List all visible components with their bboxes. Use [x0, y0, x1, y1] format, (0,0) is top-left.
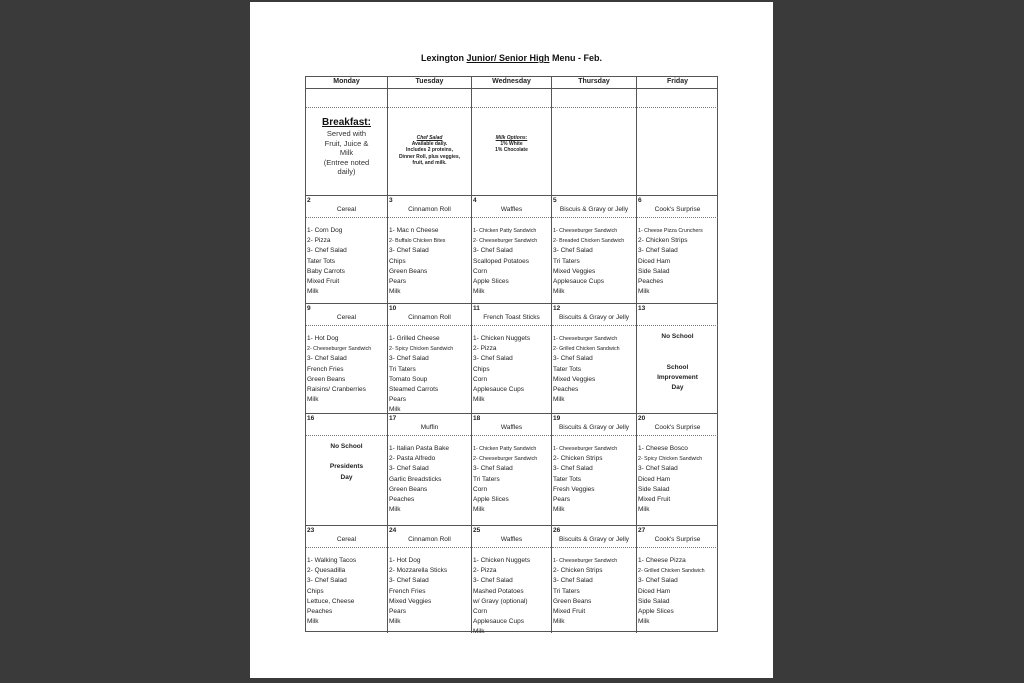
menu-item: 3- Chef Salad: [307, 247, 347, 255]
menu-item: 2- Buffalo Chicken Bites: [389, 238, 446, 245]
menu-item: 1- Chicken Nuggets: [473, 557, 531, 564]
no-school-line: [306, 452, 387, 462]
menu-item: 1- Cheese Pizza: [638, 557, 686, 564]
day-cell: [388, 526, 472, 633]
no-school-line: No School: [661, 333, 694, 340]
milk-options-line: 1% White: [500, 141, 523, 148]
title-school: Junior/ Senior High: [466, 53, 550, 63]
menu-item: Pears: [553, 496, 570, 504]
breakfast-line: Milk: [339, 148, 354, 157]
menu-item: Mixed Fruit: [638, 496, 671, 504]
menu-item: 1- Cheese Bosco: [638, 445, 688, 452]
menu-item: 2- Cheeseburger Sandwich: [473, 456, 538, 463]
day-cell: [552, 526, 637, 633]
no-school-line: School: [666, 363, 689, 371]
menu-item: Diced Ham: [638, 257, 671, 265]
chef-salad-line: Available daily.: [411, 141, 448, 148]
menu-item: Milk: [389, 288, 401, 296]
menu-item: 2- Mozzarella Sticks: [389, 567, 448, 575]
menu-item: 3- Chef Salad: [389, 577, 429, 585]
breakfast-entree: Cinnamon Roll: [408, 206, 451, 213]
menu-item: 2- Pizza: [473, 567, 497, 575]
menu-item: Applesauce Cups: [473, 618, 524, 626]
divider: [306, 325, 387, 326]
chef-salad-line: fruit, and milk.: [412, 159, 447, 166]
breakfast-entree: Biscuits & Gravy or Jelly: [558, 536, 630, 543]
menu-item: 3- Chef Salad: [473, 577, 513, 585]
page-title: [250, 53, 773, 63]
menu-item: Side Salad: [638, 267, 670, 275]
menu-table: [305, 76, 718, 632]
date-number: 20: [638, 415, 646, 422]
menu-item: Milk: [473, 396, 485, 404]
menu-item: 1- Cheeseburger Sandwich: [553, 336, 618, 342]
menu-item: 1- Corn Dog: [307, 227, 343, 234]
day-cell: [552, 414, 637, 526]
menu-item: 1- Cheeseburger Sandwich: [553, 228, 618, 234]
day-cell: [552, 196, 637, 304]
menu-item: Fresh Veggies: [553, 485, 595, 493]
breakfast-line: Served with: [326, 129, 367, 138]
menu-item: Corn: [473, 375, 488, 383]
menu-item: Lettuce, Cheese: [307, 597, 355, 605]
lunch-items: [473, 334, 551, 405]
day-header: Wednesday: [472, 77, 552, 89]
menu-item: Milk: [553, 396, 565, 404]
menu-item: 1- Cheese Pizza Crunchers: [638, 228, 703, 234]
day-cell: [388, 304, 472, 414]
menu-item: Chips: [389, 257, 406, 265]
menu-item: Mixed Veggies: [389, 597, 432, 605]
day-cell: [306, 414, 388, 526]
menu-item: 1- Chicken Nuggets: [473, 335, 531, 342]
day-cell: [306, 304, 388, 414]
menu-item: Apple Slices: [473, 496, 509, 504]
date-number: 13: [638, 305, 646, 312]
menu-item: Milk: [389, 506, 401, 514]
menu-item: w/ Gravy (optional): [473, 597, 528, 605]
divider: [552, 325, 636, 326]
divider: [388, 547, 471, 548]
menu-item: Peaches: [389, 496, 415, 504]
menu-item: Milk: [473, 628, 485, 633]
menu-page: [250, 2, 773, 678]
lunch-items: [553, 334, 636, 405]
menu-item: Scalloped Potatoes: [473, 257, 530, 265]
breakfast-entree: Biscuis & Gravy or Jelly: [559, 206, 629, 213]
divider: [388, 217, 471, 218]
menu-item: Peaches: [553, 386, 579, 394]
lunch-items: [553, 226, 636, 297]
menu-item: Pears: [389, 608, 406, 616]
menu-item: Corn: [473, 608, 488, 616]
date-number: 4: [473, 197, 477, 204]
day-cell: [637, 526, 718, 633]
divider: [306, 107, 387, 108]
menu-item: Green Beans: [389, 485, 428, 493]
date-number: 16: [307, 415, 315, 422]
menu-item: 2- Grilled Chicken Sandwich: [638, 568, 705, 575]
menu-item: 2- Pizza: [473, 345, 497, 353]
menu-item: 1- Cheeseburger Sandwich: [553, 446, 618, 452]
menu-item: Corn: [473, 267, 488, 275]
no-school-line: [637, 352, 718, 362]
divider: [552, 435, 636, 436]
menu-item: Milk: [638, 506, 650, 514]
menu-item: Garlic Breadsticks: [389, 475, 442, 483]
chef-salad-line: Dinner Roll, plus veggies,: [398, 153, 461, 160]
date-number: 12: [553, 305, 561, 312]
menu-item: 3- Chef Salad: [473, 355, 513, 363]
menu-item: Apple Slices: [638, 608, 674, 616]
menu-item: Tri Taters: [473, 475, 500, 483]
menu-item: 3- Chef Salad: [307, 577, 347, 585]
breakfast-entree: Cook's Surprise: [654, 536, 701, 543]
menu-item: Applesauce Cups: [473, 386, 524, 394]
menu-item: Tater Tots: [553, 365, 582, 373]
menu-item: 2- Pasta Alfredo: [389, 455, 436, 463]
lunch-items: [473, 226, 551, 297]
date-number: 24: [389, 527, 397, 534]
date-number: 2: [307, 197, 311, 204]
day-cell: [388, 196, 472, 304]
menu-item: 3- Chef Salad: [389, 247, 429, 255]
menu-item: 3- Chef Salad: [638, 465, 678, 473]
divider: [388, 325, 471, 326]
menu-item: 3- Chef Salad: [307, 355, 347, 363]
menu-item: 2- Chicken Strips: [638, 237, 688, 245]
day-header: Friday: [637, 77, 718, 89]
date-number: 23: [307, 527, 315, 534]
menu-item: 3- Chef Salad: [553, 247, 593, 255]
menu-item: 2- Quesadilla: [307, 567, 346, 575]
date-number: 9: [307, 305, 311, 312]
menu-item: Milk: [307, 288, 319, 296]
lunch-items: [638, 226, 718, 297]
menu-item: French Fries: [307, 365, 344, 373]
lunch-items: [553, 556, 636, 627]
menu-item: 1- Mac n Cheese: [389, 227, 439, 234]
milk-options-line: 1% Chocolate: [495, 147, 528, 154]
day-cell: [306, 196, 388, 304]
day-cell: [388, 414, 472, 526]
menu-item: Milk: [553, 288, 565, 296]
breakfast-line: Fruit, Juice &: [324, 138, 369, 148]
lunch-items: [307, 334, 387, 405]
menu-item: 2- Cheeseburger Sandwich: [473, 238, 538, 245]
chef-salad-line: Includes 2 proteins,: [406, 147, 453, 154]
day-cell: [472, 304, 552, 414]
menu-item: 1- Hot Dog: [307, 335, 339, 342]
breakfast-entree: Cinnamon Roll: [408, 536, 451, 543]
date-number: 27: [638, 527, 646, 534]
intro-cell: [552, 89, 637, 196]
menu-item: Side Salad: [638, 485, 670, 493]
date-number: 11: [473, 305, 480, 312]
breakfast-entree: Waffles: [500, 206, 523, 213]
lunch-items: [473, 444, 551, 515]
day-cell: [472, 196, 552, 304]
divider: [637, 547, 718, 548]
lunch-items: [389, 444, 471, 515]
divider: [472, 325, 551, 326]
menu-item: Milk: [473, 288, 485, 296]
divider: [472, 217, 551, 218]
date-number: 3: [389, 197, 393, 204]
menu-item: Chips: [473, 365, 490, 373]
breakfast-entree: Cook's Surprise: [654, 424, 701, 431]
menu-item: 1- Hot Dog: [389, 557, 421, 564]
divider: [472, 107, 551, 108]
menu-item: Mixed Fruit: [553, 608, 586, 616]
menu-item: Peaches: [638, 278, 664, 286]
divider: [637, 435, 718, 436]
day-cell: [552, 304, 637, 414]
date-number: 19: [553, 415, 561, 422]
menu-item: 2- Grilled Chicken Sandwich: [553, 346, 620, 353]
breakfast-line: (Entree noted: [323, 157, 370, 167]
breakfast-entree: Cinnamon Roll: [408, 314, 451, 321]
divider: [552, 217, 636, 218]
no-school-line: Day: [340, 473, 353, 481]
title-prefix: Lexington: [420, 53, 467, 63]
day-cell: [637, 414, 718, 526]
day-cell: [472, 414, 552, 526]
divider: [472, 547, 551, 548]
divider: [306, 217, 387, 218]
menu-item: Green Beans: [389, 267, 428, 275]
lunch-items: [389, 334, 471, 414]
day-cell: [637, 304, 718, 414]
menu-item: Milk: [473, 506, 485, 514]
menu-item: Side Salad: [638, 597, 670, 605]
menu-item: 1- Grilled Cheese: [389, 335, 440, 342]
no-school-line: [637, 342, 718, 352]
date-number: 26: [553, 527, 561, 534]
milk-options-heading: Milk Options:: [495, 135, 528, 141]
menu-item: Green Beans: [307, 375, 346, 383]
breakfast-heading: Breakfast:: [322, 117, 371, 128]
breakfast-entree: Biscuits & Gravy or Jelly: [558, 314, 630, 321]
menu-item: Tater Tots: [553, 475, 582, 483]
milk-options-note: [472, 135, 551, 154]
breakfast-entree: French Toast Sticks: [483, 314, 540, 321]
breakfast-line: daily): [337, 167, 356, 176]
menu-item: 3- Chef Salad: [638, 577, 678, 585]
breakfast-entree: Muffin: [420, 424, 439, 431]
divider: [637, 107, 718, 108]
menu-item: Tater Tots: [307, 257, 336, 265]
menu-item: Milk: [307, 618, 319, 626]
menu-item: Mashed Potatoes: [473, 587, 524, 595]
menu-item: Mixed Veggies: [553, 375, 596, 383]
no-school-note: [306, 442, 387, 483]
day-header: Thursday: [552, 77, 637, 89]
menu-item: Steamed Carrots: [389, 386, 439, 394]
date-number: 25: [473, 527, 481, 534]
divider: [552, 547, 636, 548]
divider: [637, 217, 718, 218]
menu-item: French Fries: [389, 587, 426, 595]
menu-item: Corn: [473, 485, 488, 493]
menu-item: Milk: [638, 618, 650, 626]
menu-item: 3- Chef Salad: [553, 465, 593, 473]
day-header: Monday: [306, 77, 388, 89]
menu-item: Peaches: [307, 608, 333, 616]
breakfast-entree: Cereal: [336, 206, 357, 213]
menu-item: Milk: [307, 396, 319, 404]
menu-item: 1- Italian Pasta Bake: [389, 445, 449, 452]
divider: [388, 107, 471, 108]
menu-item: Pears: [389, 396, 406, 404]
intro-cell: [472, 89, 552, 196]
menu-item: 3- Chef Salad: [553, 355, 593, 363]
menu-item: 3- Chef Salad: [473, 247, 513, 255]
menu-item: Milk: [389, 406, 401, 414]
menu-item: Tri Taters: [553, 257, 580, 265]
chef-salad-note: [388, 135, 471, 166]
breakfast-note: [306, 117, 387, 177]
lunch-items: [638, 444, 718, 515]
no-school-line: Day: [671, 384, 684, 392]
no-school-line: Improvement: [657, 373, 698, 381]
menu-item: 2- Spicy Chicken Sandwich: [638, 456, 703, 463]
menu-item: Mixed Veggies: [553, 267, 596, 275]
menu-item: 1- Chicken Patty Sandwich: [473, 228, 537, 234]
menu-item: 1- Walking Tacos: [307, 557, 357, 564]
menu-item: 2- Chicken Strips: [553, 567, 603, 575]
menu-item: Raisins/ Cranberries: [307, 386, 366, 394]
lunch-items: [553, 444, 636, 515]
menu-item: 1- Chicken Patty Sandwich: [473, 446, 537, 452]
divider: [472, 435, 551, 436]
menu-item: Milk: [553, 618, 565, 626]
day-header: Tuesday: [388, 77, 472, 89]
date-number: 10: [389, 305, 397, 312]
breakfast-entree: Cereal: [336, 536, 357, 543]
day-cell: [306, 526, 388, 633]
menu-item: Diced Ham: [638, 587, 671, 595]
breakfast-entree: Cereal: [336, 314, 357, 321]
date-number: 18: [473, 415, 481, 422]
lunch-items: [638, 556, 718, 627]
menu-item: 2- Cheeseburger Sandwich: [307, 346, 372, 353]
menu-item: 3- Chef Salad: [389, 465, 429, 473]
divider: [306, 547, 387, 548]
menu-item: 3- Chef Salad: [473, 465, 513, 473]
menu-item: Pears: [389, 278, 406, 286]
menu-item: Milk: [389, 618, 401, 626]
intro-cell: [637, 89, 718, 196]
menu-item: Diced Ham: [638, 475, 671, 483]
date-number: 5: [553, 197, 557, 204]
menu-item: Milk: [638, 288, 650, 296]
menu-item: Chips: [307, 587, 324, 595]
divider: [552, 107, 636, 108]
menu-item: Green Beans: [553, 597, 592, 605]
menu-item: 2- Pizza: [307, 237, 331, 245]
intro-cell: [306, 89, 388, 196]
no-school-note: [637, 332, 718, 393]
menu-item: Baby Carrots: [307, 267, 345, 275]
menu-item: 2- Spicy Chicken Sandwich: [389, 346, 454, 353]
divider: [637, 325, 718, 326]
breakfast-entree: Waffles: [500, 536, 523, 543]
menu-item: Apple Slices: [473, 278, 509, 286]
breakfast-entree: Cook's Surprise: [654, 206, 701, 213]
menu-item: Applesauce Cups: [553, 278, 604, 286]
menu-item: 1- Cheeseburger Sandwich: [553, 558, 618, 564]
menu-item: 2- Breaded Chicken Sandwich: [553, 238, 625, 245]
divider: [306, 435, 387, 436]
menu-item: Tri Taters: [553, 587, 580, 595]
menu-item: Milk: [553, 506, 565, 514]
menu-item: 3- Chef Salad: [638, 247, 678, 255]
breakfast-entree: Biscuits & Gravy or Jelly: [558, 424, 630, 431]
lunch-items: [307, 226, 387, 297]
menu-item: 3- Chef Salad: [389, 355, 429, 363]
menu-item: Tomato Soup: [389, 375, 428, 383]
date-number: 17: [389, 415, 397, 422]
lunch-items: [307, 556, 387, 627]
day-cell: [472, 526, 552, 633]
divider: [388, 435, 471, 436]
menu-item: Tri Taters: [389, 365, 416, 373]
menu-item: 2- Chicken Strips: [553, 455, 603, 463]
menu-item: Mixed Fruit: [307, 278, 340, 286]
lunch-items: [473, 556, 551, 633]
menu-item: 3- Chef Salad: [553, 577, 593, 585]
day-cell: [637, 196, 718, 304]
no-school-line: Presidents: [329, 463, 364, 471]
date-number: 6: [638, 197, 642, 204]
lunch-items: [389, 226, 471, 297]
title-suffix: Menu - Feb.: [549, 53, 602, 63]
lunch-items: [389, 556, 471, 627]
breakfast-entree: Waffles: [500, 424, 523, 431]
intro-cell: [388, 89, 472, 196]
no-school-line: No School: [330, 443, 363, 450]
chef-salad-heading: Chef Salad: [416, 135, 443, 141]
